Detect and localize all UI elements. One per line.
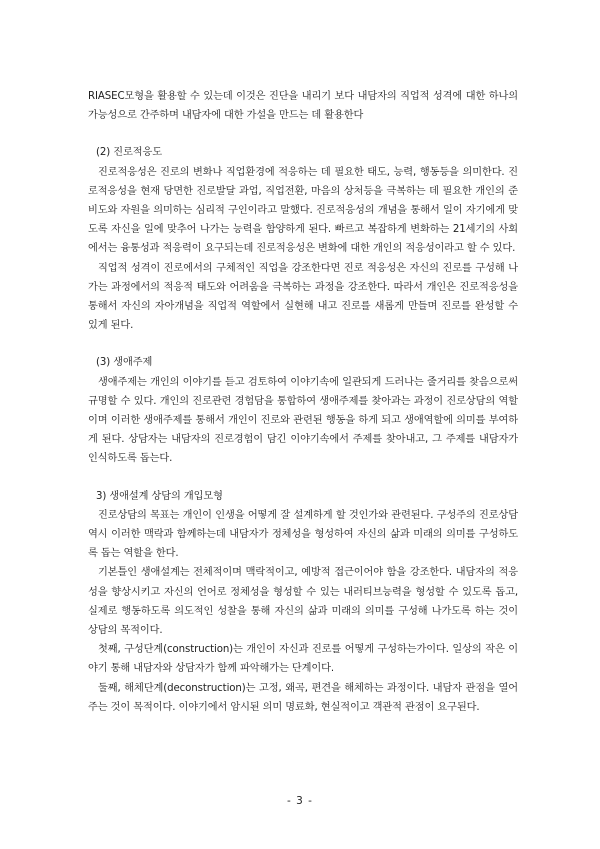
life-design-paragraph-2: 기본틀인 생애설계는 전체적이며 맥락적이고, 예방적 접근이어야 함을 강조한다. 내담자의 적응성을 향상시키고 자신의 언어로 정체성을 형성할 수 있는 내러티브능력을 형성할 수 있도록 돕고, 실제로 행동하도록 의도적인 성찰을 통해 자신의 삶과 미래의 의미를 구성해 나가도록 하는 것이 상담의 목적이다. <box>88 567 522 637</box>
section-gap <box>88 469 518 487</box>
intro-paragraph: RIASEC모형을 활용할 수 있는데 이것은 진단을 내리기 보다 내담자의 직업적 성격에 대한 하나의 가능성으로 간주하며 내담자에 대한 가설을 만드는 데 활용한다 <box>88 91 522 122</box>
adaptability-paragraph-2: 직업적 성격이 진로에서의 구체적인 직업을 강조한다면 진로 적응성은 자신의 진로를 구성해 나가는 과정에서의 적응적 태도와 어려움을 극복하는 과정을 강조한다. 따라서 개인은 진로적응성을 통해서 자신의 자아개념을 직업적 역할에서 실현해 내고 진로를 새롭게 만들며 진로를 완성할 수 있게 된다. <box>88 262 522 332</box>
section-gap <box>88 125 518 143</box>
life-design-paragraph-4: 둘째, 해체단계(deconstruction)는 고정, 왜곡, 편견을 해체하는 과정이다. 내담자 관점을 열어주는 것이 목적이다. 이야기에서 암시된 의미 명료화, 현실적이고 객관적 관점이 요구된다. <box>88 682 518 713</box>
section-heading-life-theme: (3) 생애주제 <box>96 357 153 369</box>
life-design-paragraph-1: 진로상담의 목표는 개인이 인생을 어떻게 잘 설계하게 할 것인가와 관련된다. 구성주의 진로상담 역시 이러한 맥락과 함께하는데 내담자가 정체성을 형성하여 자신의 삶과 미래의 의미를 구성하도록 돕는 역할을 한다. <box>88 509 522 560</box>
adaptability-paragraph-1: 진로적응성은 진로의 변화나 직업환경에 적응하는 데 필요한 태도, 능력, 행동등을 의미한다. 진로적응성을 현재 당면한 진로발달 과업, 직업전환, 마음의 상처등을 극복하는 데 필요한 개인의 준비도와 자원을 의미하는 심리적 구인이라고 말했다. 진로적응성의 개념을 통해서 일이 자기에게 맞도록 자신을 일에 맞추어 나가는 능력을 함양하게 된다. 빠르고 복잡하게 변화하는 21세기의 사회에서는 융통성과 적응력이 요구되는데 진로적응성은 변화에 대한 개인의 적응성이라고 할 수 있다. <box>88 166 518 255</box>
life-design-paragraph-3: 첫째, 구성단계(construction)는 개인이 자신과 진로를 어떻게 구성하는가이다. 일상의 작은 이야기 통해 내담자와 상담자가 함께 파악해가는 단계이다. <box>88 644 518 675</box>
page-number: - 3 - <box>287 795 313 807</box>
section-gap <box>88 335 518 353</box>
section-heading-life-design: 3) 생애설계 상담의 개입모형 <box>96 490 223 502</box>
section-heading-adaptability: (2) 진로적응도 <box>96 147 162 159</box>
page-body <box>88 87 522 717</box>
life-theme-paragraph-1: 생애주제는 개인의 이야기를 듣고 검토하여 이야기속에 일관되게 드러나는 줄거리를 찾음으로써 규명할 수 있다. 개인의 진로관련 경험담을 통합하여 생애주제를 찾아과는 과정이 진로상담의 역할이며 이러한 생애주제를 통해서 개인이 진로와 관련된 행동을 하게 되고 생애역할에 의미를 부여하게 된다. 상담자는 내담자의 진로경험이 담긴 이야기속에서 주제를 찾아내고, 그 주제를 내담자가 인식하도록 돕는다. <box>88 376 522 465</box>
